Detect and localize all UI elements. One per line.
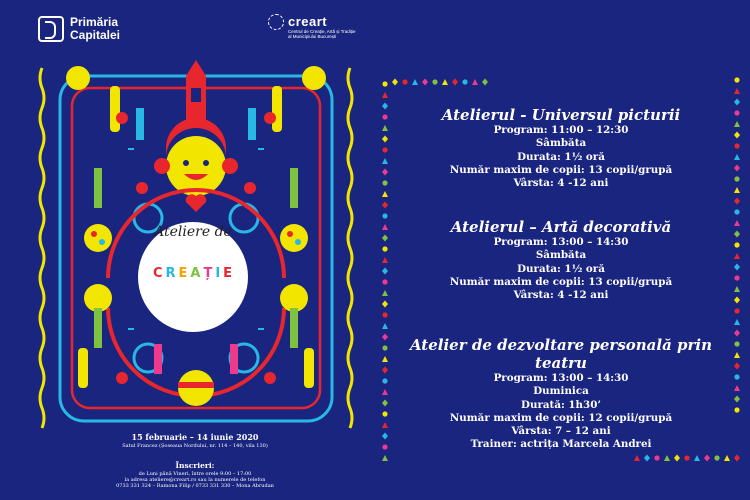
title-letter: Ț: [203, 266, 214, 281]
workshop-2: [382, 218, 740, 302]
title-letter: R: [165, 266, 177, 281]
workshop-line: Număr maxim de copii: 13 copii/grupă: [449, 275, 673, 288]
title-letter: A: [190, 266, 202, 281]
workshop-line: Vârsta: 4 -12 ani: [513, 177, 609, 190]
workshops-info: [382, 72, 740, 472]
creart-subtitle: Centrul de Creație, Artă și Tradiție al Municipiului București: [288, 29, 356, 39]
creart-mark-icon: [268, 14, 284, 30]
poster-contact: [40, 471, 350, 489]
workshop-line: Vârsta: 4 -12 ani: [513, 289, 609, 302]
workshop-line: Program: 11:00 – 12:30: [493, 124, 629, 136]
workshop-line: Program: 13:00 – 14:30: [493, 372, 629, 384]
poster-title-creatie: [144, 266, 242, 281]
workshop-line: Program: 13:00 – 14:30: [493, 236, 629, 248]
primaria-mark-icon: [38, 16, 64, 42]
title-letter: C: [152, 266, 164, 281]
poster-address: Satul Francez (Șoseaua Nordului, nr. 114 – 140, vila 130): [122, 443, 268, 449]
primaria-logo: [38, 16, 120, 42]
contact-line: 0733 331 324 – Ramona Filip / 0733 331 330 – Mona Abrudan: [116, 483, 274, 489]
workshop-line: Vârsta: 7 – 12 ani: [511, 425, 611, 438]
contact-line: la adresa ateliere@creart.ro sau la numerele de telefon: [124, 477, 266, 483]
primaria-line2: Capitalei: [70, 28, 121, 42]
workshop-line: Durata: 1½ oră: [517, 150, 605, 163]
workshop-line: Sâmbăta: [535, 137, 587, 150]
workshop-line: Durată: 1h30’: [521, 398, 601, 411]
poster-inscrieri: Înscrieri:: [175, 461, 215, 470]
title-letter: I: [215, 266, 222, 281]
contact-line: de Luni până Vineri, între orele 9:00 – 17:00: [138, 471, 252, 477]
workshop-line: Număr maxim de copii: 12 copii/grupă: [449, 411, 673, 424]
creart-wordmark: creart: [288, 14, 328, 29]
workshop-line: Trainer: actrița Marcela Andrei: [470, 438, 652, 451]
workshop-line: Număr maxim de copii: 13 copii/grupă: [449, 163, 673, 176]
workshop-title: Atelierul - Universul picturii: [441, 106, 681, 124]
workshop-1: [382, 106, 740, 190]
workshop-line: Duminica: [533, 385, 589, 398]
workshop-title: Atelierul – Artă decorativă: [450, 218, 672, 236]
title-letter: E: [223, 266, 234, 281]
workshop-title: Atelier de dezvoltare personală prin teatru: [409, 336, 713, 372]
primaria-text: [70, 16, 120, 42]
title-letter: E: [178, 266, 189, 281]
poster-title-script: Ateliere de: [154, 224, 232, 240]
workshop-line: Durata: 1½ oră: [517, 262, 605, 275]
workshop-3: [382, 336, 740, 452]
creart-logo: [278, 14, 358, 39]
poster-dates: 15 februarie – 14 iunie 2020: [131, 432, 259, 442]
primaria-line1: Primăria: [70, 15, 119, 29]
workshop-line: Sâmbăta: [535, 249, 587, 262]
